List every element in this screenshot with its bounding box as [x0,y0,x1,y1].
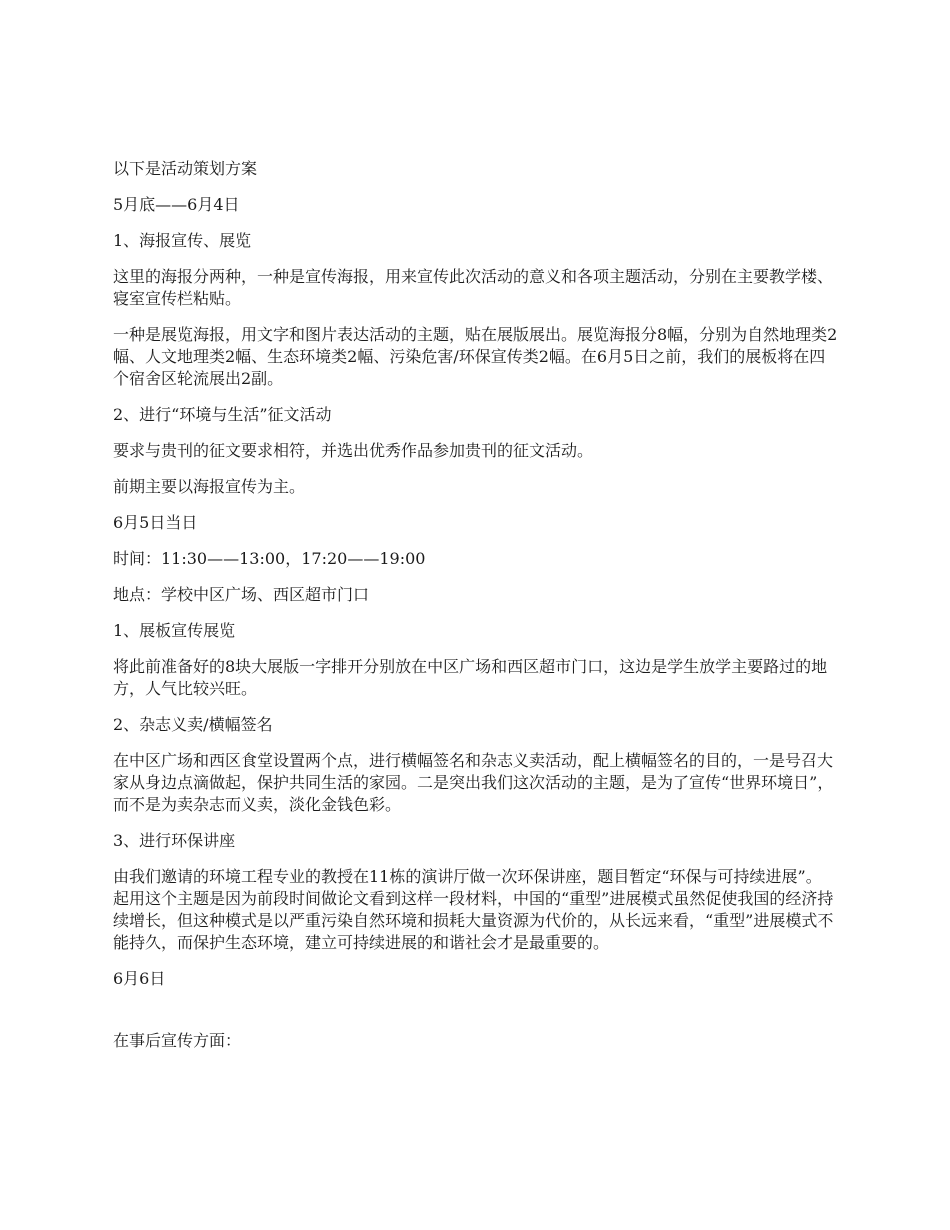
paragraph-poster-types: 这里的海报分两种，一种是宣传海报，用来宣传此次活动的意义和各项主题活动，分别在主要教学楼、寝室宣传栏粘贴。 [113,267,834,308]
document-body [113,158,841,1066]
date-heading-june6: 6月6日 [113,969,166,988]
paragraph-charity-sale: 在中区广场和西区食堂设置两个点，进行横幅签名和杂志义卖活动，配上横幅签名的目的，一是号召大家从身边点滴做起，保护共同生活的家园。二是突出我们这次活动的主题，是为了宣传“世界环境日”，而不是为卖杂志而义卖，淡化金钱色彩。 [113,751,834,814]
time-line: 时间：11:30——13:00，17:20——19:00 [113,549,426,568]
paragraph-early-phase: 前期主要以海报宣传为主。 [113,477,306,496]
intro-line: 以下是活动策划方案 [113,159,258,178]
location-line: 地点：学校中区广场、西区超市门口 [113,585,370,604]
paragraph-essay-requirement: 要求与贵刊的征文要求相符，并选出优秀作品参加贵刊的征文活动。 [113,441,594,460]
section-heading-charity-sale: 2、杂志义卖/横幅签名 [113,715,273,734]
paragraph-lecture: 由我们邀请的环境工程专业的教授在11栋的演讲厅做一次环保讲座，题目暂定“环保与可持续进展”。 起用这个主题是因为前段时间做论文看到这样一段材料，中国的“重型”进展模式虽然促使我国的经济持续增长，但这种模式是以严重污染自然环境和损耗大量资源为代价的，从长远来看，“重型”进展模式不能持久，而保护生态环境，建立可持续进展的和谐社会才是最重要的。 [113,867,834,952]
paragraph-board-display: 将此前准备好的8块大展版一字排开分别放在中区广场和西区超市门口，这边是学生放学主要路过的地方，人气比较兴旺。 [113,657,828,698]
section-heading-essay: 2、进行“环境与生活”征文活动 [113,405,332,424]
paragraph-post-promotion: 在事后宣传方面： [113,1031,242,1050]
section-heading-board: 1、展板宣传展览 [113,621,236,640]
date-range-heading: 5月底——6月4日 [113,195,240,214]
section-heading-poster: 1、海报宣传、展览 [113,231,252,250]
date-heading-june5: 6月5日当日 [113,513,198,532]
section-heading-lecture: 3、进行环保讲座 [113,831,236,850]
paragraph-exhibition-poster: 一种是展览海报，用文字和图片表达活动的主题，贴在展版展出。展览海报分8幅，分别为自然地理类2幅、人文地理类2幅、生态环境类2幅、污染危害/环保宣传类2幅。在6月5日之前，我们的展板将在四个宿舍区轮流展出2副。 [113,325,838,388]
